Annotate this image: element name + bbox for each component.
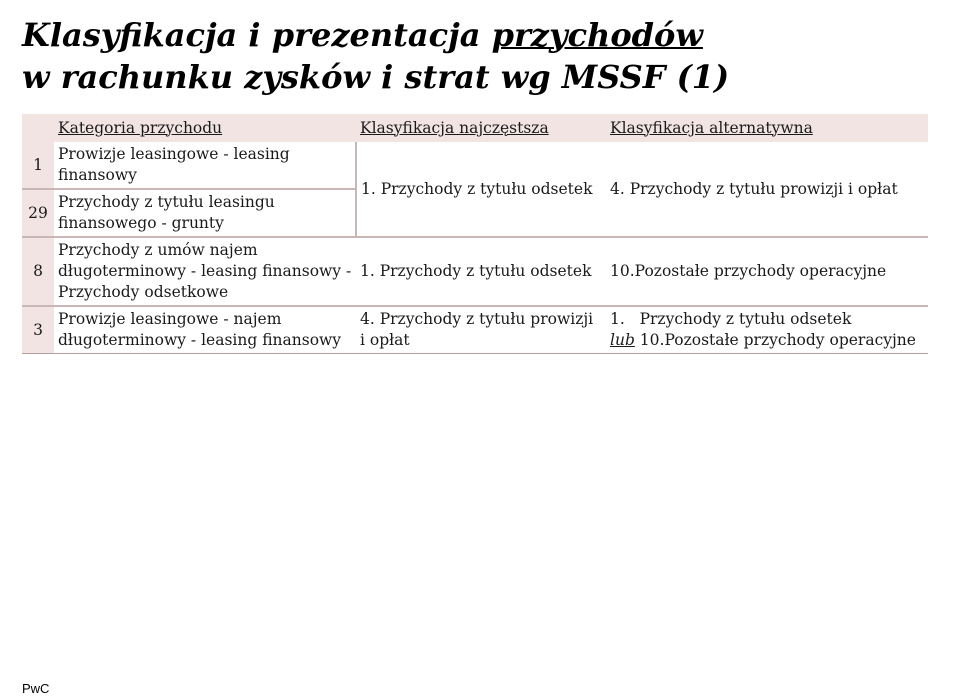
row-number: 3 bbox=[22, 306, 54, 354]
slide-title bbox=[22, 14, 729, 98]
revenue-classification-table bbox=[22, 114, 928, 354]
header-alternative: Klasyfikacja alternatywna bbox=[606, 114, 928, 142]
footer-brand: PwC bbox=[22, 681, 50, 696]
row-alternative: 4. Przychody z tytułu prowizji i opłat bbox=[606, 142, 928, 237]
row-category: Przychody z umów najem długoterminowy - leasing finansowy - Przychody odsetkowe bbox=[54, 237, 356, 306]
row-number: 8 bbox=[22, 237, 54, 306]
title-line-1-text: Klasyfikacja i prezentacja bbox=[22, 16, 492, 54]
alternative-line-1: 1. Przychody z tytułu odsetek bbox=[610, 310, 852, 328]
row-category: Prowizje leasingowe - najem długoterminowy - leasing finansowy bbox=[54, 306, 356, 354]
table-row bbox=[22, 237, 928, 306]
row-category: Prowizje leasingowe - leasing finansowy bbox=[54, 142, 356, 189]
row-alternative: 10.Pozostałe przychody operacyjne bbox=[606, 237, 928, 306]
row-common: 1. Przychody z tytułu odsetek bbox=[356, 237, 606, 306]
title-link-przychodow[interactable]: przychodów bbox=[491, 16, 703, 54]
alternative-line-2-rest: 10.Pozostałe przychody operacyjne bbox=[634, 331, 916, 349]
row-category: Przychody z tytułu leasingu finansowego - grunty bbox=[54, 189, 356, 237]
lub-link[interactable]: lub bbox=[610, 331, 635, 349]
table-header-row bbox=[22, 114, 928, 142]
header-category: Kategoria przychodu bbox=[54, 114, 356, 142]
alternative-line-2 bbox=[610, 330, 924, 351]
table-row bbox=[22, 306, 928, 354]
row-number: 1 bbox=[22, 142, 54, 189]
title-line-2: w rachunku zysków i strat wg MSSF (1) bbox=[22, 58, 730, 96]
title-line-1 bbox=[22, 14, 729, 56]
row-number: 29 bbox=[22, 189, 54, 237]
table-row bbox=[22, 142, 928, 189]
row-alternative bbox=[606, 306, 928, 354]
row-common: 4. Przychody z tytułu prowizji i opłat bbox=[356, 306, 606, 354]
header-number-cell bbox=[22, 114, 54, 142]
header-common: Klasyfikacja najczęstsza bbox=[356, 114, 606, 142]
row-common: 1. Przychody z tytułu odsetek bbox=[356, 142, 606, 237]
